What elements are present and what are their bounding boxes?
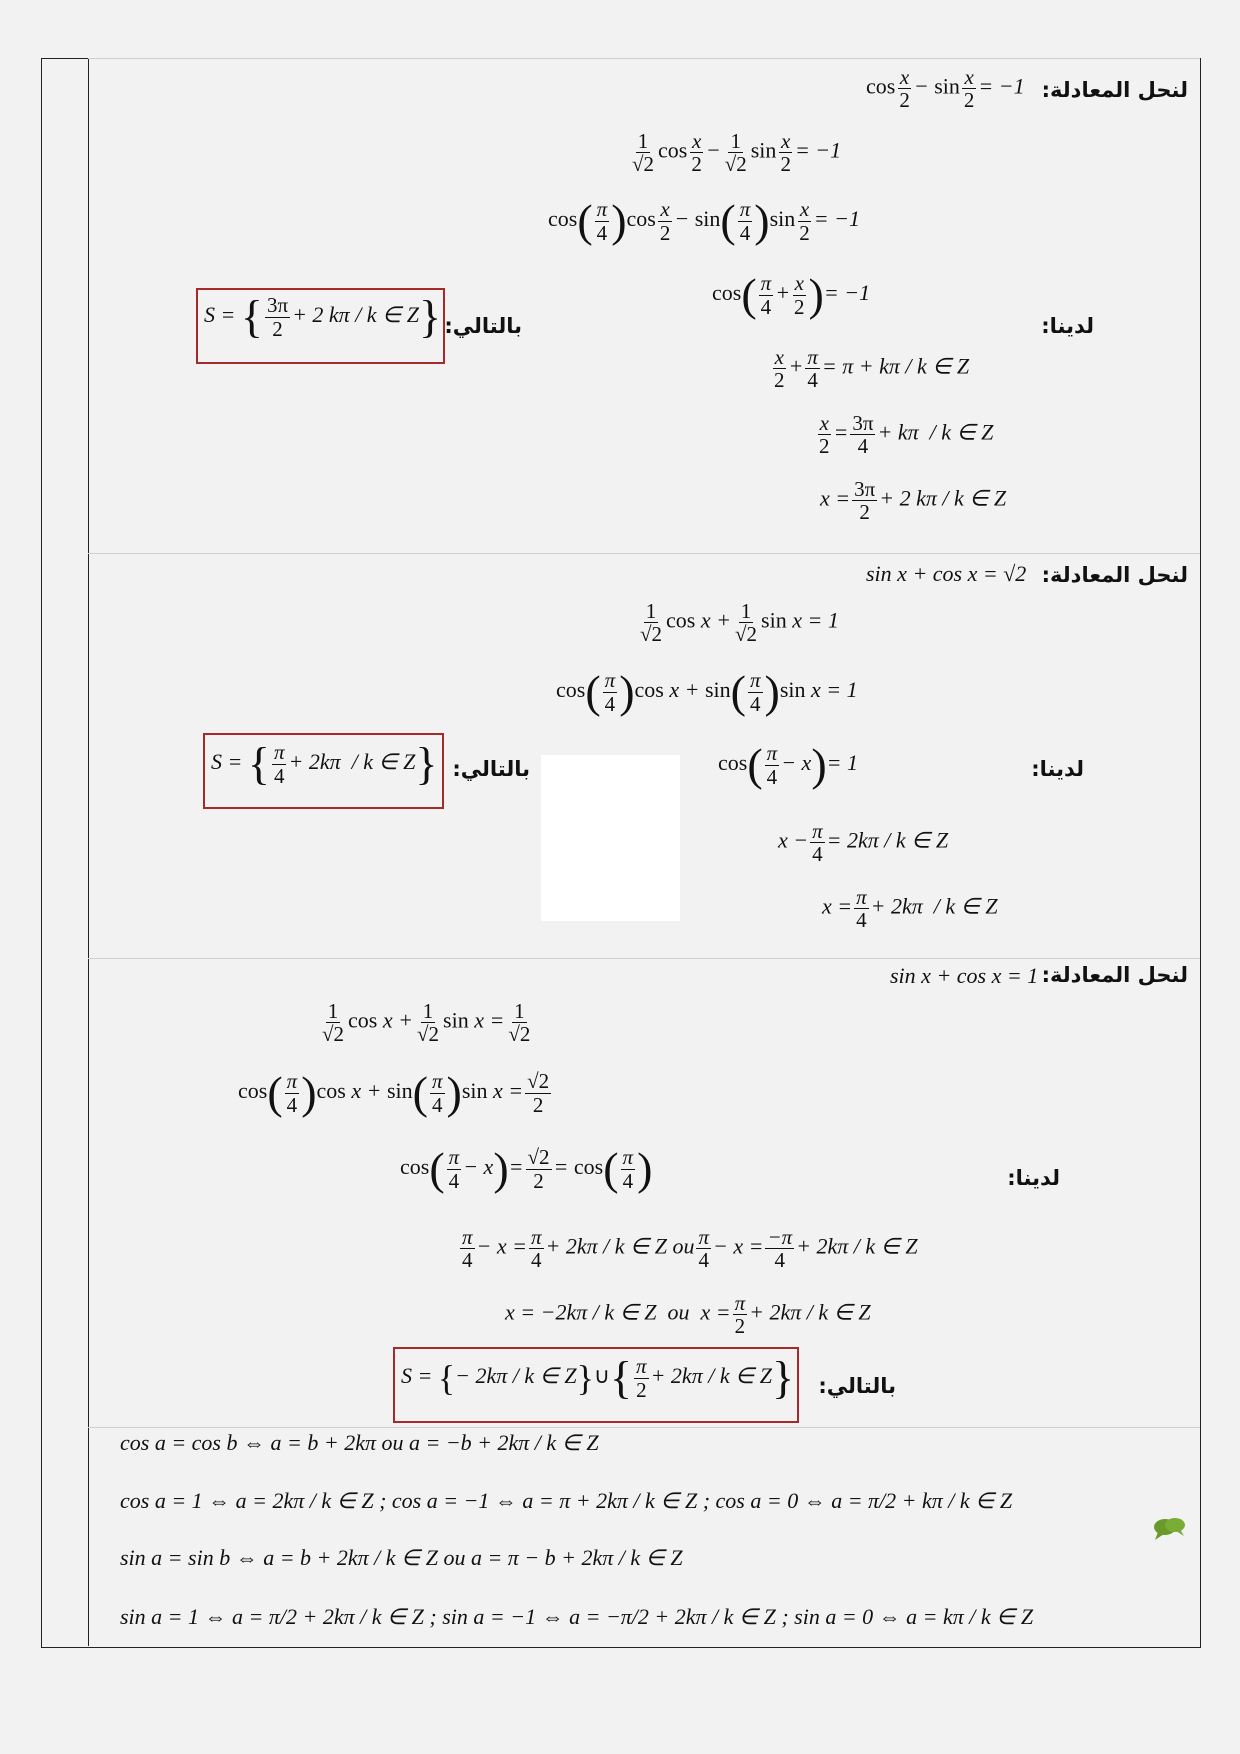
section1-solution-box [196, 288, 445, 364]
section1-step6: x = $\frac{3\pi}{2}$ + 2 kπ / k ∈ Z [820, 477, 1007, 525]
reminder-line-4: sin a = 1 ⇔ a = π/2 + 2kπ / k ∈ Z ; sin a = −1 ⇔ a = −π/2 + 2kπ / k ∈ Z ; sin a = 0 ⇔ a = kπ / k ∈ Z [120, 1604, 1034, 1629]
divider [88, 553, 1200, 554]
section2-step4: x − $\frac{\pi}{4}$ = 2kπ / k ∈ Z [778, 819, 949, 867]
section1-solve-label: لنحل المعادلة: [1041, 78, 1188, 102]
divider [88, 958, 1200, 959]
reminder-line-3: sin a = sin b ⇔ a = b + 2kπ / k ∈ Z ou a = π − b + 2kπ / k ∈ Z [120, 1545, 683, 1570]
section1-step3: cos( $\frac{\pi}{4}$ + $\frac{x}{2}$ )= −1 [712, 269, 871, 320]
section3-equation: sin x + cos x = 1 [890, 963, 1039, 988]
section2-equation: sin x + cos x = √2 [866, 561, 1027, 586]
section2-step2: cos( $\frac{\pi}{4}$ )cos x + sin( $\frac{\pi}{4}$ )sin x = 1 [556, 666, 858, 717]
section3-step1: $\frac{1}{√2}$ cos x + $\frac{1}{√2}$ sin x = $\frac{1}{√2}$ [322, 999, 531, 1047]
section2-step1: $\frac{1}{√2}$ cos x + $\frac{1}{√2}$ sin x = 1 [640, 599, 839, 647]
section1-we-have-label: لدينا: [1041, 314, 1094, 338]
section3-step4: $\frac{\pi}{4}$ − x = $\frac{\pi}{4}$ + 2kπ / k ∈ Z ou $\frac{\pi}{4}$ − x = $\frac{-\pi}{4}$ + 2kπ / k ∈ Z [462, 1225, 918, 1273]
section1-solution: S = { $\frac{3\pi}{2}$ + 2 kπ / k ∈ Z} [204, 291, 442, 342]
section1-equation: cos $\frac{x}{2}$ − sin $\frac{x}{2}$ = −1 [866, 65, 1025, 113]
section2-solution-box [203, 733, 444, 809]
section3-step5: x = −2kπ / k ∈ Z ou x = $\frac{\pi}{2}$ + 2kπ / k ∈ Z [505, 1291, 871, 1339]
section3-solution: S = {− 2kπ / k ∈ Z}∪{ $\frac{\pi}{2}$ + 2kπ / k ∈ Z} [401, 1352, 795, 1403]
section2-solve-label: لنحل المعادلة: [1041, 563, 1188, 587]
divider [88, 1427, 1200, 1428]
section1-step5: $\frac{x}{2}$ = $\frac{3\pi}{4}$ + kπ / k ∈ Z [819, 411, 994, 459]
section3-solution-box [393, 1347, 799, 1423]
reminder-line-2: cos a = 1 ⇔ a = 2kπ / k ∈ Z ; cos a = −1 ⇔ a = π + 2kπ / k ∈ Z ; cos a = 0 ⇔ a = π/2 + kπ / k ∈ Z [120, 1488, 1013, 1513]
section2-step3: cos( $\frac{\pi}{4}$ − x)= 1 [718, 739, 858, 790]
section3-solve-label: لنحل المعادلة: [1041, 963, 1188, 987]
margin-column [41, 58, 89, 1646]
divider [88, 58, 1200, 59]
comment-bubbles-icon[interactable] [1152, 1516, 1186, 1542]
blank-image-placeholder [541, 755, 680, 921]
section1-step2: cos( $\frac{\pi}{4}$ )cos $\frac{x}{2}$ − sin( $\frac{\pi}{4}$ )sin $\frac{x}{2}$ = −1 [548, 195, 860, 246]
section3-therefore-label: بالتالي: [818, 1374, 896, 1398]
section2-we-have-label: لدينا: [1031, 757, 1084, 781]
section2-solution: S = { $\frac{\pi}{4}$ + 2kπ / k ∈ Z} [211, 738, 438, 789]
section3-step3: cos( $\frac{\pi}{4}$ − x)= $\frac{√2}{2}$ = cos( $\frac{\pi}{4}$ ) [400, 1143, 653, 1194]
section3-step2: cos( $\frac{\pi}{4}$ )cos x + sin( $\frac{\pi}{4}$ )sin x = $\frac{√2}{2}$ [238, 1067, 550, 1118]
section2-step5: x = $\frac{\pi}{4}$ + 2kπ / k ∈ Z [822, 885, 998, 933]
section1-therefore-label: بالتالي: [444, 314, 522, 338]
section1-step1: $\frac{1}{√2}$ cos $\frac{x}{2}$ − $\frac{1}{√2}$ sin $\frac{x}{2}$ = −1 [632, 129, 842, 177]
section1-step4: $\frac{x}{2}$ + $\frac{\pi}{4}$ = π + kπ / k ∈ Z [774, 345, 970, 393]
section2-therefore-label: بالتالي: [452, 757, 530, 781]
reminder-line-1: cos a = cos b ⇔ a = b + 2kπ ou a = −b + 2kπ / k ∈ Z [120, 1430, 599, 1455]
section3-we-have-label: لدينا: [1007, 1166, 1060, 1190]
